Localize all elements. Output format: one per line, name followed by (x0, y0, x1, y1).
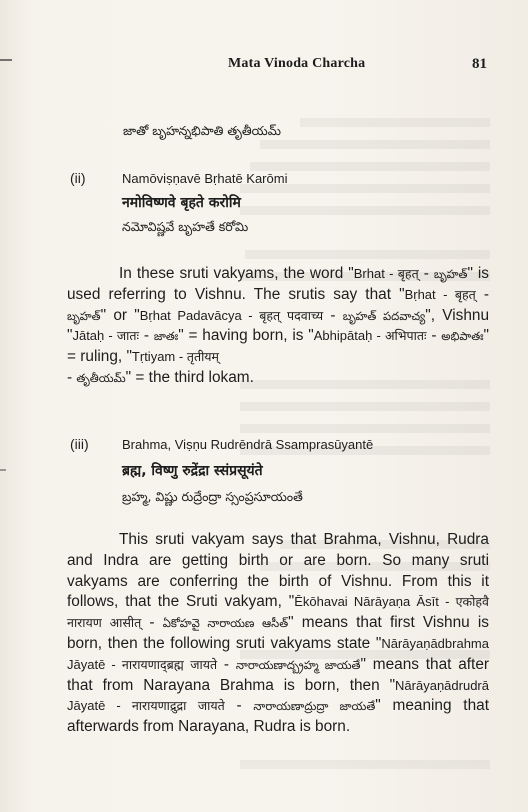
paragraph-birth-of-vishnu: This sruti vakyam says that Brahma, Vishnu, Rudra and Indra are getting birth or are born. So many sruti vakyams are conferring the birth of Vishnu. From this it follows, that the Sruti vakyam, "Ēkōhavai Nārāyaṇa Āsīt - एकोहवै नारायण आसीत् - ఏకోహవై నారాయణ ఆసీత్" means that first Vishnu is born, then the following sruti vakyams state "Nārāyaṇādbrahma Jāyatē - नारायणाद्ब्रह्म जायते - నారాయణాద్బ్రహ్మ జాయతే" means that after that from Narayana Brahma is born, then "Nārāyaṇādrudrā Jāyatē - नारायणाद्रुद्रा जायते - నారాయణాద్రుద్రా జాయతే" meaning that afterwards from Narayana, Rudra is born. (67, 531, 490, 736)
verse-label-ii: (ii) (70, 170, 86, 186)
running-title: Mata Vinoda Charcha (228, 56, 366, 71)
verse-iii-transliteration: Brahma, Viṣṇu Rudrēndrā Ssamprasūyantē (122, 437, 374, 452)
paragraph-brhat-explanation: In these sruti vakyams, the word "Brhat - बृहत् - బృహత్" is used referring to Vishnu. The srutis say that "Bṛhat - बृहत् - బృహత్" or "Bṛhat Padavācya - बृहत् पदवाच्य - బృహత్ పదవాచ్య", Vishnu "Jātaḥ - जातः - జాతః" = having born, is "Abhipātaḥ - अभिपातः - అభిపాతః" = ruling, "Tṛtiyam - तृतीयम् - తృతీయమ్" = the third lokam. (67, 265, 490, 386)
page-number: 81 (472, 56, 487, 72)
verse-iii-telugu: బ్రహ్మ, విష్ణు రుద్రేంద్రా స్సంప్రసూయంతే (122, 489, 303, 504)
verse-iii-devanagari: ब्रह्म, विष्णु रुद्रेंद्रा स्संप्रसूयंते (122, 463, 263, 479)
verse-ii-devanagari: नमोविष्णवे बृहते करोमि (122, 195, 241, 211)
verse-ii-transliteration: Namōviṣṇavē Bṛhatē Karōmi (122, 171, 288, 186)
verse-label-iii: (iii) (70, 436, 89, 452)
verse-ii-telugu: నమోవిష్ణవే బృహతే కరోమి (122, 219, 249, 234)
telugu-verse-line: జాతో బృహన్నభిపాతి తృతీయమ్ (123, 123, 281, 138)
